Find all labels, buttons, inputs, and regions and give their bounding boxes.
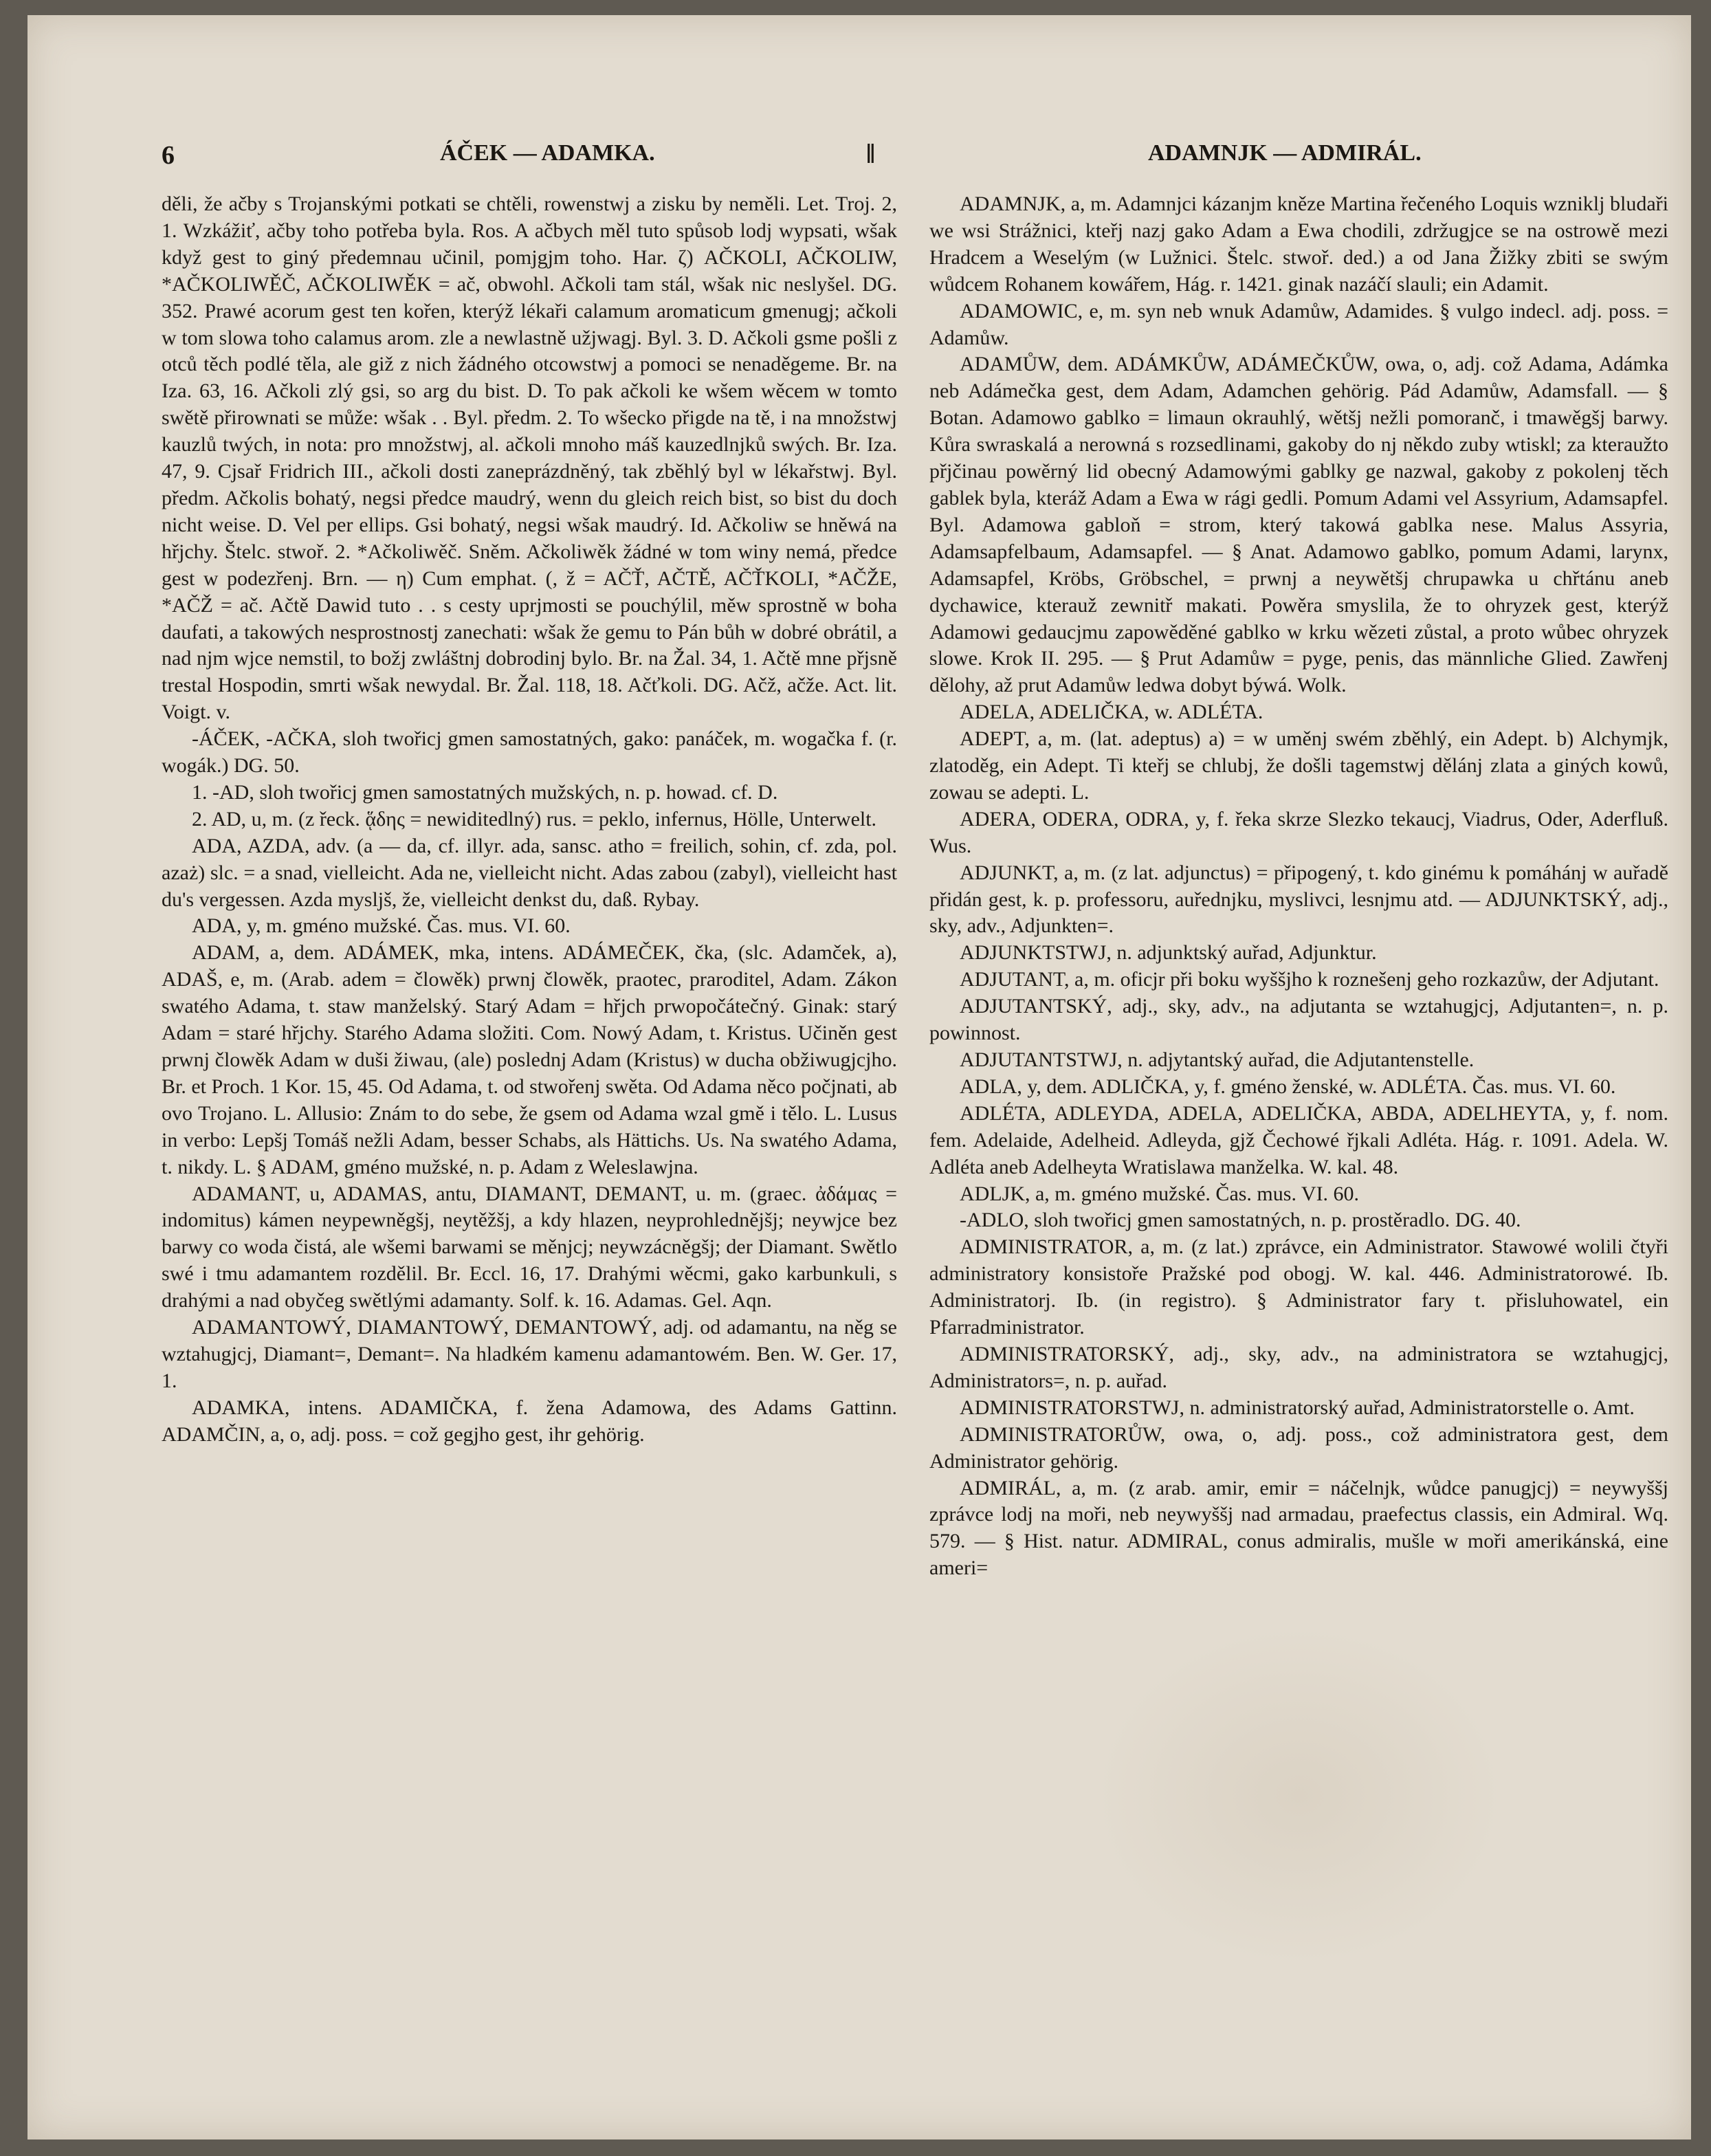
entry-paragraph: ADA, y, m. gméno mužské. Čas. mus. VI. 60. — [192, 914, 571, 938]
entry-paragraph: 2. AD, u, m. (z řeck. ᾅδης = newiditedlný) rus. = peklo, infernus, Hölle, Unterwelt. — [192, 807, 877, 830]
dictionary-page — [27, 15, 1691, 2140]
running-header — [162, 138, 1667, 179]
column-divider-mark: ‖ — [866, 138, 875, 169]
entry-paragraph: ADAMOWIC, e, m. syn neb wnuk Adamůw, Adamides. § vulgo indecl. adj. poss. = Adamůw. — [929, 299, 1668, 349]
entry-paragraph: -ÁČEK, -AČKA, sloh twořicj gmen samostatných, gako: panáček, m. wogačka f. (r. wogák.) DG. 50. — [162, 727, 897, 778]
entry-paragraph: ADLÉTA, ADLEYDA, ADELA, ADELIČKA, ABDA, ADELHEYTA, y, f. nom. fem. Adelaide, Adelheid. Adleyda, gjž Čechowé řjkali Adléta. Hág. r. 1091. Adela. W. Adléta aneb Adelheyta Wratislawa manželka. W. kal. 48. — [929, 1101, 1668, 1178]
left-running-head: ÁČEK — ADAMKA. — [440, 140, 655, 166]
entry-paragraph: ADA, AZDA, adv. (a — da, cf. illyr. ada, sansc. atho = freilich, sohin, cf. zda, pol. azaż) slc. = a snad, vielleicht. Ada ne, vielleicht nicht. Adas zabou (zabyl), vielleicht hast du's vergessen. Azda mysljš, že, vielleicht denkst du, daß. Rybay. — [162, 834, 897, 911]
entry-paragraph: 1. -AD, sloh twořicj gmen samostatných mužských, n. p. howad. cf. D. — [192, 780, 778, 804]
entry-paragraph: ADAMŮW, dem. ADÁMKŮW, ADÁMEČKŮW, owa, o, adj. což Adama, Adámka neb Adámečka gest, dem Adam, Adamchen gehörig. Pád Adamůw, Adamsfall. — § Botan. Adamowo gablko = limaun okrauhlý, wětšj nežli pomoranč, i tmawěgšj barwy. Kůra swraskalá a nerowná s rozsedlinami, gakoby do nj někdo zuby wtiskl; za kteraužto přjčinau powěrný lid obecný Adamowými gablky ge nazwal, gakoby z pokolenj těch gablek byla, kteráž Adam a Ewa w rági gedli. Pomum Adami vel Assyrium, Adamsapfel. Byl. Adamowa gabloň = strom, který takowá gablka nese. Malus Assyria, Adamsapfelbaum, Adamsapfel. — § Anat. Adamowo gablko, pomum Adami, larynx, Adamsapfel, Kröbs, Gröbschel, = prwnj a neywětšj chrupawka u chřtánu aneb dychawice, kterauž zewnitř makati. Powěra smyslila, že to ohryzek gest, kterýž Adamowi gedaucjmu zapowěděné gablko w krku wězeti zůstal, a proto wůbec ohryzek slowe. Krok II. 295. — § Prut Adamůw = pyge, penis, das männliche Glied. Zawřenj dělohy, až prut Adamůw ledwa dobyt býwá. Wolk. — [929, 353, 1668, 697]
entry-paragraph: ADMINISTRATOR, a, m. (z lat.) zprávce, ein Administrator. Stawowé wolili čtyři administratory konsistoře Pražské pod obogj. W. kal. 446. Administratorowé. Ib. Administratorj. Ib. (in registro). § Administrator fary t. přisluhowatel, ein Pfarradministrator. — [929, 1235, 1668, 1339]
left-column — [162, 191, 897, 1449]
entry-paragraph: -ADLO, sloh twořicj gmen samostatných, n. p. prostěradlo. DG. 40. — [960, 1209, 1521, 1232]
entry-paragraph: ADAM, a, dem. ADÁMEK, mka, intens. ADÁMEČEK, čka, (slc. Adamček, a), ADAŠ, e, m. (Arab. adem = člowěk) prwnj člowěk, praotec, praroditel, Adam. Zákon swatého Adama, t. staw manželský. Starý Adam = hřjch prwopočátečný. Ginak: starý Adam = staré hřjchy. Starého Adama složiti. Com. Nowý Adam, t. Kristus. Učiněn gest prwnj člowěk Adam w duši žiwau, (ale) poslednj Adam (Kristus) w ducha obžiwugjcjho. Br. et Proch. 1 Kor. 15, 45. Od Adama, t. od stwořenj swěta. Od Adama něco počjnati, ab ovo Trojano. L. Allusio: Znám to do sebe, že gsem od Adama wzal gmě i tělo. L. Lusus in verbo: Lepšj Tomáš nežli Adam, besser Schabs, als Hättichs. Us. Na swatého Adama, t. nikdy. L. § ADAM, gméno mužské, n. p. Adam z Weleslawjna. — [162, 941, 897, 1178]
entry-paragraph: ADAMKA, intens. ADAMIČKA, f. žena Adamowa, des Adams Gattinn. ADAMČIN, a, o, adj. poss. = což gegjho gest, ihr gehörig. — [162, 1396, 897, 1446]
entry-paragraph: ADJUTANT, a, m. oficjr při boku wyššjho k roznešenj geho rozkazůw, der Adjutant. — [960, 968, 1659, 991]
right-column — [929, 191, 1668, 1582]
entry-paragraph: ADEPT, a, m. (lat. adeptus) a) = w uměnj swém zběhlý, ein Adept. b) Alchymjk, zlatoděg, ein Adept. Ti kteřj se chlubj, že došli tagemstwj dělánj zlata a giných kowů, zowau se adepti. L. — [929, 727, 1668, 804]
entry-paragraph: ADJUTANTSTWJ, n. adjytantský auřad, die Adjutantenstelle. — [960, 1048, 1475, 1071]
entry-paragraph: ADJUTANTSKÝ, adj., sky, adv., na adjutanta se wztahugjcj, Adjutanten=, n. p. powinnost. — [929, 995, 1668, 1045]
entry-paragraph: ADJUNKT, a, m. (z lat. adjunctus) = připogený, t. kdo ginému k pomáhánj w auřadě přidán gest, k. p. professoru, auřednjku, myslivci, lesnjmu atd. — ADJUNKTSKÝ, adj., sky, adv., Adjunkten=. — [929, 861, 1668, 938]
entry-paragraph: ADELA, ADELIČKA, w. ADLÉTA. — [960, 701, 1263, 724]
entry-paragraph: ADERA, ODERA, ODRA, y, f. řeka skrze Slezko tekaucj, Viadrus, Oder, Aderfluß. Wus. — [929, 807, 1668, 857]
right-running-head: ADAMNJK — ADMIRÁL. — [1148, 140, 1422, 166]
entry-paragraph: ADAMNJK, a, m. Adamnjci kázanjm kněze Martina řečeného Loquis wzniklj bludaři we wsi Strážnici, kteřj nazj gako Adam a Ewa chodili, zdržugjce se na ostrowě mezi Hradcem a Weselým (w Lužnici. Štelc. stwoř. ded.) a od Jana Žižky zbiti se swým wůdcem Rohanem kowářem, Hág. r. 1421. ginak nazáčí slauli; ein Adamit. — [929, 192, 1668, 296]
entry-paragraph: ADAMANTOWÝ, DIAMANTOWÝ, DEMANTOWÝ, adj. od adamantu, na něg se wztahugjcj, Diamant=, Demant=. Na hladkém kamenu adamantowém. Ben. W. Ger. 17, 1. — [162, 1316, 897, 1392]
entry-paragraph: ADAMANT, u, ADAMAS, antu, DIAMANT, DEMANT, u. m. (graec. ἀδάμας = indomitus) kámen neypewněgšj, neytěžšj, a kdy hlazen, neyprohlednějšj; neywjce bez barwy co woda čistá, ale wšemi barwami se měnjcj; neywzácněgšj; der Diamant. Swětlo swé i tmu adamantem rozdělil. Br. Eccl. 16, 17. Drahými wěcmi, gako karbunkuli, s drahými a nad obyčeg swětlými adamanty. Solf. k. 16. Adamas. Gel. Aqn. — [162, 1182, 897, 1312]
entry-paragraph: ADLA, y, dem. ADLIČKA, y, f. gméno ženské, w. ADLÉTA. Čas. mus. VI. 60. — [960, 1075, 1616, 1098]
entry-paragraph: ADMIRÁL, a, m. (z arab. amir, emir = náčelnjk, wůdce panugjcj) = neywyššj zprávce lodj na moři, neb neywyššj nad armadau, praefectus classis, ein Admiral. Wq. 579. — § Hist. natur. ADMIRAL, conus admiralis, mušle w moři amerikánská, eine ameri= — [929, 1476, 1668, 1580]
entry-paragraph: děli, že ačby s Trojanskými potkati se chtěli, rowenstwj a zisku by neměli. Let. Troj. 2, 1. Wzkážiť, ačby toho potřeba byla. Ros. A ačbych měl tuto spůsob lodj wypsati, wšak když gest to giný předemnau učinil, pomjgjm toho. Har. ζ) AČKOLI, AČKOLIW, *AČKOLIWĚČ, AČKOLIWĚK = ač, obwohl. Ačkoli tam stál, wšak nic neslyšel. DG. 352. Prawé acorum gest ten kořen, kterýž lékaři calamum aromaticum gmenugj; ačkoli w tom slowa toho calamus arom. zle a newlastně užjwagj. Byl. 3. D. Ačkoli gsme pošli z otců těch podlé těla, ale giž z nich žádného otcowstwj a pomoci se nenaděgeme. Br. na Iza. 63, 16. Ačkoli zlý gsi, so arg du bist. D. To pak ačkoli ke wšem wěcem w tomto swětě přirownati se může: wšak . . Byl. předm. 2. To wšecko přigde na tě, i na množstwj kauzlů twých, in nota: pro množstwj, al. ačkoli mnoho máš kauzedlnjků swých. Br. Iza. 47, 9. Cjsař Fridrich III., ačkoli dosti zaneprázdněný, tak zběhlý byl w lékařstwj. Byl. předm. Ačkolis bohatý, negsi předce maudrý, wenn du gleich reich bist, so bist du doch nicht weise. D. Vel per ellips. Gsi bohatý, negsi wšak maudrý. Id. Ačkoliw se hněwá na hřjchy. Štelc. stwoř. 2. *Ačkoliwěč. Sněm. Ačkoliwěk žádné w tom winy nemá, předce gest w podezřenj. Brn. — η) Cum emphat. (, ž = AČŤ, AČTĚ, AČŤKOLI, *AČŽE, *AČŽ = ač. Ačtě Dawid tuto . . s cesty uprjmosti se pouchýlil, měw sprostně w boha daufati, a takowých nesprostnostj zanechati: wšak že gemu to Pán bůh w dobré obrátil, a nad njm wjce nemstil, to božj zwláštnj dobrodinj bylo. Br. na Žal. 34, 1. Ačtě mne přjsně trestal Hospodin, smrti wšak newydal. Br. Žal. 118, 18. Ačťkoli. DG. Ačž, ačže. Act. lit. Voigt. v. — [162, 192, 897, 724]
entry-paragraph: ADJUNKTSTWJ, n. adjunktský auřad, Adjunktur. — [960, 941, 1377, 965]
page-number: 6 — [162, 141, 175, 170]
entry-paragraph: ADMINISTRATORŮW, owa, o, adj. poss., což administratora gest, dem Administrator gehörig. — [929, 1422, 1668, 1473]
paper-stain — [1093, 1624, 1505, 1968]
entry-paragraph: ADLJK, a, m. gméno mužské. Čas. mus. VI. 60. — [960, 1182, 1360, 1205]
entry-paragraph: ADMINISTRATORSKÝ, adj., sky, adv., na administratora se wztahugjcj, Administrators=, n. p. auřad. — [929, 1342, 1668, 1392]
entry-paragraph: ADMINISTRATORSTWJ, n. administratorský auřad, Administratorstelle o. Amt. — [960, 1396, 1635, 1419]
